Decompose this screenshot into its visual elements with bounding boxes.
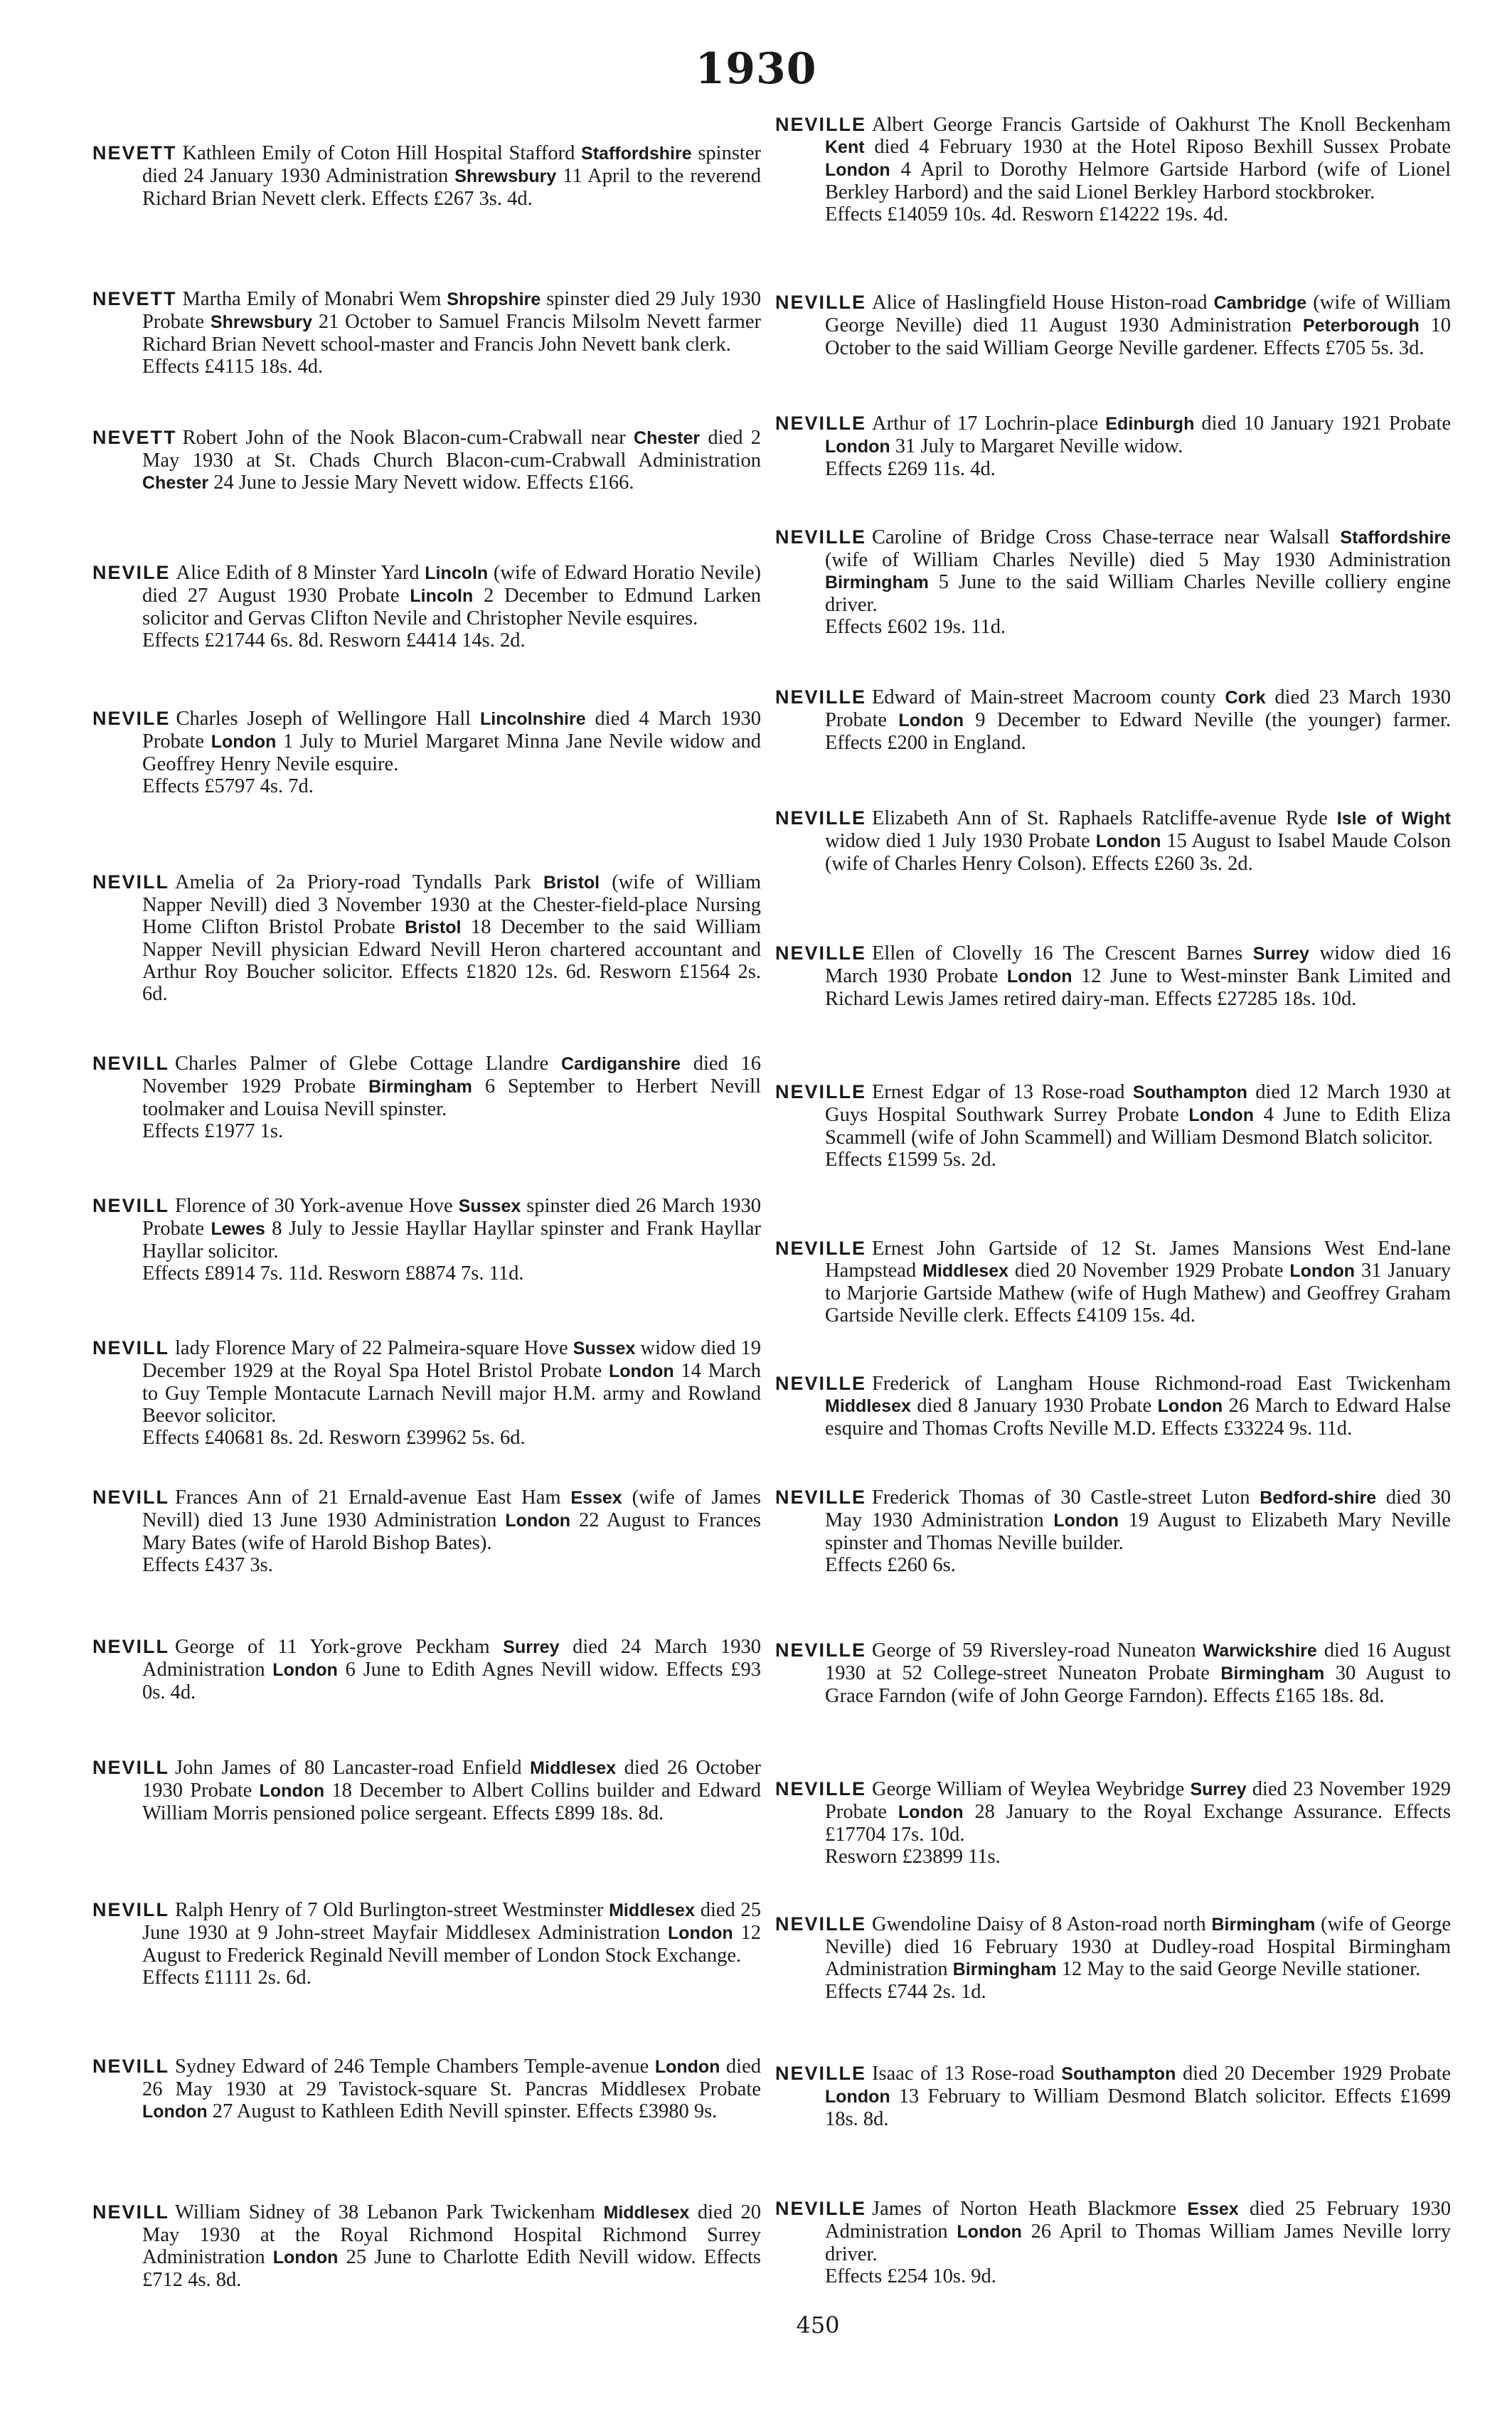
entry-text: (wife of William George Neville) died 11 August 1930 Administration bbox=[825, 292, 1452, 336]
probate-entry bbox=[775, 1081, 1451, 1171]
entry-text: 12 May to the said George Neville stationer. bbox=[1056, 1958, 1421, 1980]
entry-text: Frederick of Langham House Richmond-road East Twickenham bbox=[872, 1373, 1451, 1395]
entry-text: 12 June to West-minster Bank Limited and Richard Lewis James retired dairy-man. Effects £27285 18s. 10d. bbox=[825, 965, 1451, 1010]
entry-place: Bristol bbox=[543, 873, 600, 893]
probate-entry bbox=[775, 942, 1451, 1010]
entry-place: Lincoln bbox=[425, 563, 489, 583]
probate-entry bbox=[92, 708, 761, 797]
entry-text: Caroline of Bridge Cross Chase-terrace near Walsall bbox=[872, 526, 1341, 548]
entry-text: Alice Edith of 8 Minster Yard bbox=[176, 562, 425, 584]
entry-place: London bbox=[825, 160, 890, 180]
entry-text: 26 March to Edward Halse esquire and Thomas Crofts Neville M.D. Effects £33224 9s. 11d. bbox=[825, 1395, 1451, 1440]
entry-text: 27 August to Kathleen Edith Nevill spinster. Effects £3980 9s. bbox=[207, 2100, 718, 2122]
entry-text: Albert George Francis Gartside of Oakhurst The Knoll Beckenham bbox=[872, 114, 1451, 136]
entry-text: John James of 80 Lancaster-road Enfield bbox=[175, 1757, 531, 1779]
entry-text: Isaac of 13 Rose-road bbox=[872, 2063, 1062, 2085]
probate-entry bbox=[92, 1757, 761, 1824]
entry-surname: NEVETT bbox=[92, 427, 177, 448]
entry-text: died 2 May 1930 at St. Chads Church Blacon-cum-Crabwall Administration bbox=[142, 427, 761, 472]
entry-surname: NEVILL bbox=[92, 1899, 170, 1920]
entry-surname: NEVILLE bbox=[775, 413, 867, 434]
entry-place: Cambridge bbox=[1213, 293, 1307, 313]
entry-text: 6 September to Herbert Nevill toolmaker and Louisa Nevill spinster. bbox=[142, 1075, 761, 1120]
entry-text: died 8 January 1930 Probate bbox=[910, 1395, 1158, 1417]
entry-text: died 20 December 1929 Probate bbox=[1176, 2063, 1452, 2085]
entry-text: died 4 February 1930 at the Hotel Riposo Bexhill Sussex Probate bbox=[864, 136, 1451, 158]
entry-place: London bbox=[1289, 1261, 1356, 1281]
entry-place: Southampton bbox=[1132, 1083, 1247, 1102]
entry-text: died 25 June 1930 at 9 John-street Mayfair Middlesex Administration bbox=[142, 1899, 761, 1944]
entry-surname: NEVILL bbox=[92, 1757, 170, 1778]
entry-effects: Effects £269 11s. 4d. bbox=[825, 458, 996, 480]
probate-entry bbox=[775, 807, 1451, 875]
entry-surname: NEVILLE bbox=[775, 1238, 867, 1259]
entry-text: Ralph Henry of 7 Old Burlington-street Westminster bbox=[175, 1899, 609, 1921]
entry-surname: NEVILL bbox=[92, 1195, 170, 1216]
entry-text: 28 January to the Royal Exchange Assurance. Effects £17704 17s. 10d. bbox=[825, 1801, 1451, 1846]
entry-text: James of Norton Heath Blackmore bbox=[872, 2198, 1188, 2220]
entry-surname: NEVILLE bbox=[775, 1778, 867, 1799]
entry-text: Ellen of Clovelly 16 The Crescent Barnes bbox=[872, 942, 1253, 964]
entry-surname: NEVILLE bbox=[775, 1373, 867, 1394]
entry-place: Warwickshire bbox=[1203, 1641, 1317, 1661]
entry-place: Birmingham bbox=[952, 1960, 1057, 1979]
entry-text: widow died 1 July 1930 Probate bbox=[825, 830, 1096, 852]
entry-surname: NEVILLE bbox=[775, 114, 867, 135]
entry-place: Lincolnshire bbox=[479, 709, 586, 729]
entry-text: died 26 May 1930 at 29 Tavistock-square St. Pancras Middlesex Probate bbox=[142, 2056, 761, 2100]
entry-effects: Effects £437 3s. bbox=[142, 1554, 273, 1576]
entry-surname: NEVILLE bbox=[775, 2063, 867, 2084]
entry-text: 6 June to Edith Agnes Nevill widow. Effects £93 0s. 4d. bbox=[142, 1659, 762, 1703]
entry-place: Middlesex bbox=[530, 1758, 617, 1778]
entry-effects: Effects £14059 10s. 4d. Resworn £14222 19s. 4d. bbox=[825, 203, 1229, 225]
probate-entry bbox=[775, 1238, 1451, 1326]
probate-entry bbox=[92, 1487, 761, 1576]
entry-text: Alice of Haslingfield House Histon-road bbox=[872, 292, 1214, 314]
probate-entry bbox=[92, 1899, 761, 1989]
entry-effects: Resworn £23899 11s. bbox=[825, 1846, 1001, 1868]
entry-surname: NEVILL bbox=[92, 1053, 170, 1074]
probate-entry bbox=[92, 871, 761, 1005]
entry-text: 24 June to Jessie Mary Nevett widow. Effects £166. bbox=[208, 472, 634, 494]
entry-surname: NEVILLE bbox=[775, 1487, 867, 1508]
entry-text: died 23 March 1930 Probate bbox=[825, 686, 1451, 731]
entry-effects: Effects £4115 18s. 4d. bbox=[142, 356, 324, 378]
entry-place: Staffordshire bbox=[1340, 528, 1451, 548]
probate-entry bbox=[775, 686, 1451, 754]
entry-text: William Sidney of 38 Lebanon Park Twickenham bbox=[175, 2201, 604, 2223]
entry-place: London bbox=[957, 2222, 1022, 2242]
entry-surname: NEVILLE bbox=[775, 686, 867, 708]
entry-surname: NEVILL bbox=[92, 2201, 170, 2223]
entry-place: Cork bbox=[1225, 688, 1266, 708]
entry-text: Charles Palmer of Glebe Cottage Llandre bbox=[175, 1053, 561, 1075]
entry-place: Middlesex bbox=[922, 1261, 1008, 1281]
entry-text: Gwendoline Daisy of 8 Aston-road north bbox=[872, 1913, 1212, 1935]
probate-entry bbox=[775, 413, 1451, 480]
entry-surname: NEVETT bbox=[92, 288, 177, 309]
entry-text: died 23 November 1929 Probate bbox=[825, 1778, 1451, 1823]
entry-text: died 20 November 1929 Probate bbox=[1008, 1260, 1290, 1282]
entry-text: (wife of William Napper Nevill) died 3 November 1930 at the Chester-field-place Nursing Home Clifton Bristol Probate bbox=[142, 871, 761, 938]
entry-text: 5 June to the said William Charles Neville colliery engine driver. bbox=[825, 571, 1451, 616]
entry-place: Bristol bbox=[405, 918, 462, 937]
entry-place: Essex bbox=[570, 1488, 622, 1508]
entry-text: widow died 19 December 1929 at the Royal Spa Hotel Bristol Probate bbox=[142, 1337, 761, 1382]
entry-place: London bbox=[1157, 1396, 1223, 1416]
entry-place: London bbox=[1095, 831, 1161, 851]
entry-surname: NEVILLE bbox=[775, 1081, 867, 1102]
probate-entry bbox=[775, 2063, 1451, 2130]
entry-effects: Effects £1111 2s. 6d. bbox=[142, 1967, 312, 1989]
entry-text: 12 August to Frederick Reginald Nevill member of London Stock Exchange. bbox=[142, 1922, 762, 1967]
entry-text: died 16 August 1930 at 52 College-street Nuneaton Probate bbox=[825, 1639, 1451, 1684]
entry-surname: NEVILLE bbox=[775, 2198, 867, 2219]
entry-effects: Effects £21744 6s. 8d. Resworn £4414 14s. 2d. bbox=[142, 629, 526, 652]
probate-entry bbox=[775, 526, 1451, 638]
entry-place: London bbox=[142, 2102, 208, 2122]
probate-entry bbox=[775, 292, 1451, 359]
entry-text: 13 February to William Desmond Blatch solicitor. Effects £1699 18s. 8d. bbox=[825, 2085, 1451, 2130]
entry-text: 21 October to Samuel Francis Milsolm Nevett farmer Richard Brian Nevett school-master and Francis John Nevett bank clerk. bbox=[142, 311, 761, 356]
entry-surname: NEVILE bbox=[92, 562, 171, 583]
entry-place: Southampton bbox=[1061, 2064, 1176, 2084]
entry-text: died 12 March 1930 at Guys Hospital Southwark Surrey Probate bbox=[825, 1081, 1451, 1126]
entry-text: Charles Joseph of Wellingore Hall bbox=[176, 708, 480, 730]
entry-surname: NEVETT bbox=[92, 142, 177, 164]
entry-effects: Effects £8914 7s. 11d. Resworn £8874 7s. 11d. bbox=[142, 1262, 524, 1285]
entry-place: London bbox=[608, 1361, 674, 1381]
entry-place: London bbox=[272, 2248, 339, 2267]
entry-text: died 30 May 1930 Administration bbox=[825, 1487, 1452, 1531]
entry-text: died 24 March 1930 Administration bbox=[142, 1636, 761, 1681]
entry-text: 15 August to Isabel Maude Colson (wife of Charles Henry Colson). Effects £260 3s. 2d. bbox=[825, 830, 1451, 875]
entry-text: Martha Emily of Monabri Wem bbox=[182, 288, 447, 310]
entry-text: (wife of James Nevill) died 13 June 1930 Administration bbox=[142, 1487, 761, 1531]
entry-place: London bbox=[1188, 1105, 1254, 1125]
entry-effects: Effects £1977 1s. bbox=[142, 1120, 284, 1142]
entry-effects: Effects £5797 4s. 7d. bbox=[142, 775, 314, 797]
probate-entry bbox=[92, 2056, 761, 2123]
entry-text: died 10 January 1921 Probate bbox=[1194, 413, 1451, 435]
entry-place: Peterborough bbox=[1302, 316, 1420, 336]
probate-entry bbox=[775, 1373, 1451, 1440]
entry-place: Middlesex bbox=[609, 1900, 695, 1920]
probate-entry bbox=[775, 1639, 1451, 1707]
entry-place: Surrey bbox=[1190, 1780, 1247, 1799]
entry-place: Birmingham bbox=[368, 1077, 472, 1097]
probate-entry bbox=[92, 1053, 761, 1142]
entry-surname: NEVILL bbox=[92, 871, 170, 893]
entry-text: died 20 May 1930 at the Royal Richmond Hospital Richmond Surrey Administration bbox=[142, 2201, 761, 2268]
entry-surname: NEVILE bbox=[92, 708, 171, 729]
entry-text: spinster died 24 January 1930 Administration bbox=[142, 142, 761, 187]
probate-entry bbox=[92, 1195, 761, 1285]
entry-place: Cardiganshire bbox=[560, 1054, 681, 1074]
entry-place: Bedford-shire bbox=[1260, 1488, 1377, 1508]
entry-place: Birmingham bbox=[825, 573, 929, 592]
entry-place: London bbox=[898, 1802, 964, 1822]
entry-text: George of 11 York-grove Peckham bbox=[175, 1636, 504, 1658]
entry-text: (wife of Edward Horatio Nevile) died 27 August 1930 Probate bbox=[142, 562, 761, 607]
entry-text: Kathleen Emily of Coton Hill Hospital Stafford bbox=[182, 142, 582, 164]
entry-place: London bbox=[825, 2087, 890, 2107]
entry-text: (wife of George Neville) died 16 February 1930 at Dudley-road Hospital Birmingham Administration bbox=[825, 1913, 1452, 1980]
entry-text: widow died 16 March 1930 Probate bbox=[825, 942, 1451, 987]
entry-text: spinster died 29 July 1930 Probate bbox=[142, 288, 761, 333]
entry-text: 19 August to Elizabeth Mary Neville spinster and Thomas Neville builder. bbox=[825, 1509, 1451, 1554]
page-year-header: 1930 bbox=[695, 44, 817, 94]
entry-text: 2 December to Edmund Larken solicitor and Gervas Clifton Nevile and Christopher Nevile esquires. bbox=[142, 585, 761, 629]
entry-surname: NEVILL bbox=[92, 1487, 170, 1508]
entry-place: Shropshire bbox=[447, 289, 541, 309]
entry-text: died 4 March 1930 Probate bbox=[142, 708, 761, 753]
entry-text: 26 April to Thomas William James Neville lorry driver. bbox=[825, 2221, 1451, 2265]
entry-effects: Effects £40681 8s. 2d. Resworn £39962 5s. 6d. bbox=[142, 1427, 526, 1449]
entry-text: 31 January to Marjorie Gartside Mathew (wife of Hugh Mathew) and Geoffrey Graham Gartside Neville clerk. Effects £4109 15s. 4d. bbox=[825, 1260, 1451, 1326]
entry-text: lady Florence Mary of 22 Palmeira-square Hove bbox=[175, 1337, 573, 1359]
entry-place: Birmingham bbox=[1220, 1664, 1325, 1684]
probate-entry bbox=[92, 1337, 761, 1449]
entry-place: Middlesex bbox=[603, 2203, 690, 2223]
probate-entry bbox=[775, 2198, 1451, 2287]
entry-surname: NEVILLE bbox=[775, 1639, 867, 1661]
entry-text: died 25 February 1930 Administration bbox=[825, 2198, 1452, 2243]
entry-text: George of 59 Riversley-road Nuneaton bbox=[872, 1639, 1203, 1661]
probate-entry bbox=[92, 1636, 761, 1703]
probate-entry bbox=[92, 142, 761, 210]
entry-place: Lincoln bbox=[410, 586, 474, 606]
entry-place: London bbox=[505, 1511, 571, 1531]
probate-entry bbox=[775, 1487, 1451, 1576]
entry-text: George William of Weylea Weybridge bbox=[872, 1778, 1191, 1800]
entry-text: Ernest Edgar of 13 Rose-road bbox=[872, 1081, 1133, 1103]
entry-text: 14 March to Guy Temple Montacute Larnach Nevill major H.M. army and Rowland Beevor solicitor. bbox=[142, 1360, 761, 1427]
entry-place: Shrewsbury bbox=[454, 166, 557, 186]
probate-entry bbox=[92, 288, 761, 378]
entry-place: Middlesex bbox=[825, 1396, 911, 1416]
entry-place: Staffordshire bbox=[581, 144, 692, 164]
entry-text: died 26 October 1930 Probate bbox=[142, 1757, 762, 1802]
entry-place: Birmingham bbox=[1211, 1915, 1316, 1935]
entry-text: 18 December to the said William Napper Nevill physician Edward Nevill Heron chartered accountant and Arthur Roy Boucher solicitor. Effects £1820 12s. 6d. Resworn £1564 2s. 6d. bbox=[142, 916, 762, 1005]
entry-text: 1 July to Muriel Margaret Minna Jane Nevile widow and Geoffrey Henry Nevile esquire. bbox=[142, 730, 762, 775]
entry-text: Arthur of 17 Lochrin-place bbox=[872, 413, 1106, 435]
entry-text: 11 April to the reverend Richard Brian Nevett clerk. Effects £267 3s. 4d. bbox=[142, 165, 762, 210]
entry-text: 30 August to Grace Farndon (wife of John George Farndon). Effects £165 18s. 8d. bbox=[825, 1662, 1452, 1707]
entry-text: 8 July to Jessie Hayllar Hayllar spinster and Frank Hayllar Hayllar solicitor. bbox=[142, 1218, 762, 1262]
entry-text: 18 December to Albert Collins builder and Edward William Morris pensioned police sergeant. Effects £899 18s. 8d. bbox=[142, 1780, 761, 1824]
entry-text: 10 October to the said William George Neville gardener. Effects £705 5s. 3d. bbox=[825, 314, 1452, 359]
entry-text: 4 April to Dorothy Helmore Gartside Harbord (wife of Lionel Berkley Harbord) and the said Lionel Berkley Harbord stockbroker. bbox=[825, 159, 1451, 203]
entry-surname: NEVILLE bbox=[775, 1913, 867, 1935]
entry-text: 9 December to Edward Neville (the younger) farmer. Effects £200 in England. bbox=[825, 709, 1451, 754]
entry-effects: Effects £260 6s. bbox=[825, 1554, 956, 1576]
entry-text: 22 August to Frances Mary Bates (wife of Harold Bishop Bates). bbox=[142, 1509, 761, 1554]
probate-entry bbox=[92, 562, 761, 652]
entry-text: Amelia of 2a Priory-road Tyndalls Park bbox=[175, 871, 543, 893]
entry-surname: NEVILLE bbox=[775, 942, 867, 964]
probate-entry bbox=[775, 114, 1451, 225]
entry-place: Essex bbox=[1187, 2199, 1239, 2219]
entry-text: Frederick Thomas of 30 Castle-street Luton bbox=[872, 1487, 1260, 1509]
entry-place: London bbox=[259, 1781, 325, 1801]
entry-text: died 16 November 1929 Probate bbox=[142, 1053, 761, 1097]
entry-text: 4 June to Edith Eliza Scammell (wife of John Scammell) and William Desmond Blatch solicitor. bbox=[825, 1104, 1451, 1149]
probate-entry bbox=[775, 1913, 1451, 2003]
entry-surname: NEVILLE bbox=[775, 292, 867, 313]
entry-effects: Effects £254 10s. 9d. bbox=[825, 2265, 996, 2287]
entry-place: Shrewsbury bbox=[210, 312, 312, 332]
entry-effects: Effects £744 2s. 1d. bbox=[825, 1981, 986, 2003]
probate-entry bbox=[775, 1778, 1451, 1868]
entry-effects: Effects £602 19s. 11d. bbox=[825, 616, 1006, 638]
entry-place: London bbox=[1006, 967, 1072, 987]
entry-surname: NEVILL bbox=[92, 2056, 170, 2077]
entry-surname: NEVILLE bbox=[775, 526, 867, 548]
entry-place: Surrey bbox=[1252, 944, 1309, 964]
entry-surname: NEVILL bbox=[92, 1636, 170, 1657]
entry-place: London bbox=[1053, 1511, 1119, 1531]
probate-entry bbox=[92, 2201, 761, 2291]
entry-place: Lewes bbox=[211, 1219, 265, 1239]
page-number: 450 bbox=[796, 2312, 840, 2339]
entry-place: Kent bbox=[825, 137, 865, 157]
entry-place: London bbox=[825, 437, 890, 457]
entry-place: Isle of Wight bbox=[1336, 809, 1451, 829]
entry-place: London bbox=[211, 732, 277, 752]
entry-place: Surrey bbox=[503, 1637, 560, 1657]
entry-text: Florence of 30 York-avenue Hove bbox=[175, 1195, 459, 1217]
entry-place: London bbox=[654, 2057, 720, 2077]
entry-text: Frances Ann of 21 Ernald-avenue East Ham bbox=[175, 1487, 571, 1509]
entry-surname: NEVILL bbox=[92, 1337, 170, 1358]
entry-place: Sussex bbox=[573, 1339, 636, 1358]
entry-text: Elizabeth Ann of St. Raphaels Ratcliffe-avenue Ryde bbox=[872, 807, 1337, 829]
entry-text: 25 June to Charlotte Edith Nevill widow. Effects £712 4s. 8d. bbox=[142, 2246, 762, 2291]
probate-entry bbox=[92, 427, 761, 494]
entry-place: Sussex bbox=[458, 1196, 521, 1216]
entry-text: (wife of William Charles Neville) died 5 May 1930 Administration bbox=[825, 549, 1451, 571]
entry-place: Chester bbox=[142, 473, 209, 493]
entry-text: Sydney Edward of 246 Temple Chambers Temple-avenue bbox=[175, 2056, 655, 2078]
entry-text: 31 July to Margaret Neville widow. bbox=[890, 435, 1183, 457]
entry-place: London bbox=[272, 1660, 338, 1680]
entry-place: Edinburgh bbox=[1105, 414, 1195, 434]
entry-effects: Effects £1599 5s. 2d. bbox=[825, 1149, 996, 1171]
entry-text: Ernest John Gartside of 12 St. James Mansions West End-lane Hampstead bbox=[825, 1238, 1451, 1282]
entry-place: London bbox=[668, 1923, 733, 1943]
entry-text: Edward of Main-street Macroom county bbox=[872, 686, 1225, 708]
entry-place: London bbox=[898, 711, 964, 730]
entry-text: spinster died 26 March 1930 Probate bbox=[142, 1195, 761, 1240]
entry-place: Chester bbox=[634, 428, 701, 448]
entry-surname: NEVILLE bbox=[775, 807, 867, 829]
entry-text: Robert John of the Nook Blacon-cum-Crabwall near bbox=[182, 427, 634, 449]
